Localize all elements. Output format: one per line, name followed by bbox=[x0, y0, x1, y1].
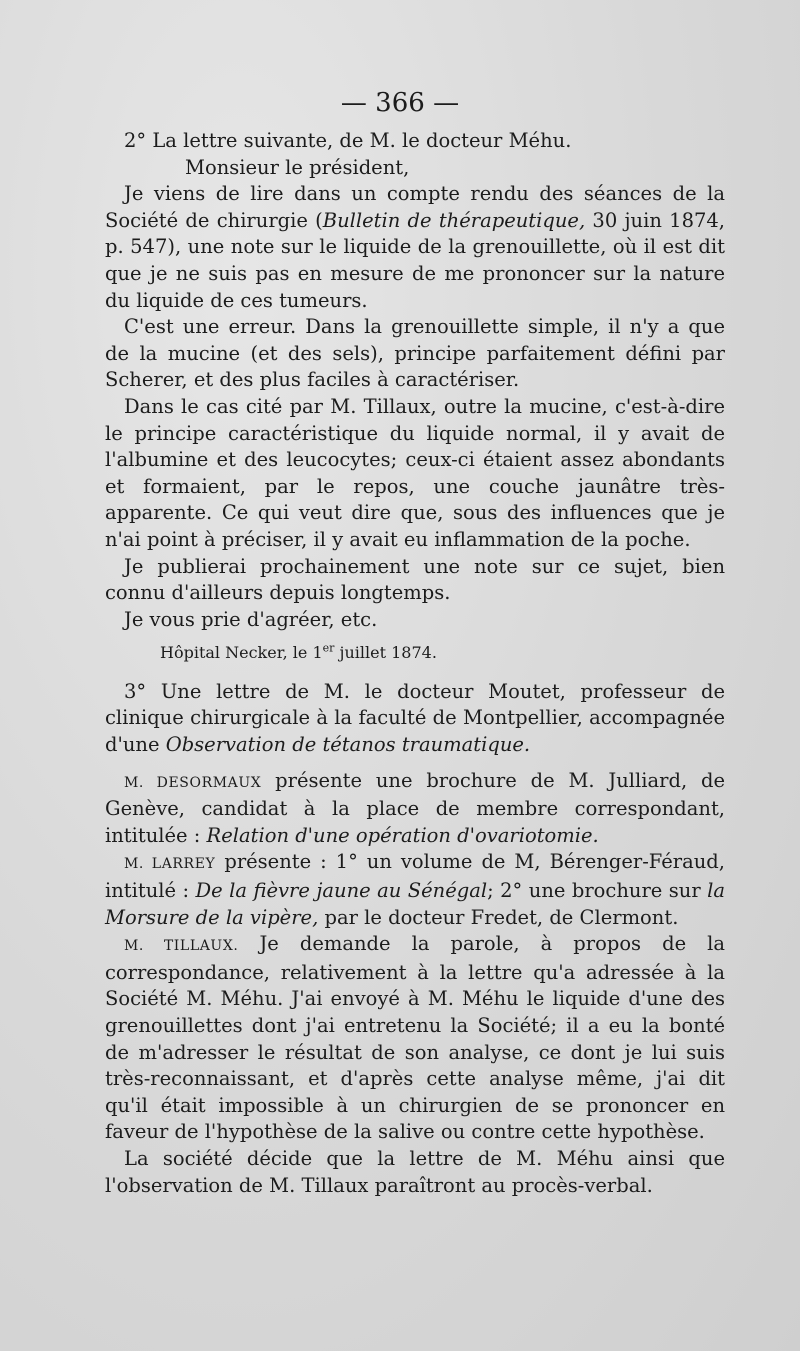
p8-italic: Relation d'une opération d'ovariotomie. bbox=[206, 823, 599, 847]
p5-text: Je publierai prochainement une note sur ce sujet, bien connu d'ailleurs depuis longtemps. bbox=[105, 554, 725, 605]
p3-text: C'est une erreur. Dans la grenouillette simple, il n'y a que de la mucine (et des sels), principe parfaitement défini par Scherer, et des plus faciles à caractériser. bbox=[105, 315, 725, 392]
letter-paragraph-3 bbox=[105, 394, 725, 554]
sig-superscript: er bbox=[322, 641, 335, 655]
decision-paragraph bbox=[105, 1146, 725, 1199]
letter-salutation bbox=[105, 155, 725, 182]
item-2-heading bbox=[105, 128, 725, 155]
speaker-name: M. TILLAUX. bbox=[124, 938, 239, 955]
sig-text-b: juillet 1874. bbox=[334, 643, 437, 663]
letter-signature-line bbox=[105, 640, 725, 667]
body-text bbox=[105, 128, 725, 1199]
p7-italic: Observation de tétanos traumatique. bbox=[165, 733, 531, 757]
p9-text-a: présente : 1° un volume de M, Bérenger-Féraud, intitulé : bbox=[105, 850, 725, 903]
speaker-name: M. LARREY bbox=[124, 856, 216, 873]
letter-paragraph-2 bbox=[105, 314, 725, 394]
p9-italic-1: De la fièvre jaune au Sénégal bbox=[195, 879, 488, 903]
p11-text: La société décide que la lettre de M. Méhu ainsi que l'observation de M. Tillaux paraîtront au procès-verbal. bbox=[105, 1146, 725, 1197]
salutation-text: Monsieur le président, bbox=[185, 155, 410, 179]
sig-text-a: Hôpital Necker, le 1 bbox=[160, 643, 323, 663]
p2-text-b: 30 juin 1874, p. 547), une note sur le liquide de la grenouillette, où il est dit que je ne suis pas en mesure de me prononcer sur la nature du liquide de ces tumeurs. bbox=[105, 208, 725, 312]
p2-text-a: Je viens de lire dans un compte rendu des séances de la Société de chirurgie ( bbox=[105, 182, 725, 232]
p9-italic-2: la Morsure de la vipère, bbox=[105, 879, 725, 929]
p7-text: 3° Une lettre de M. le docteur Moutet, professeur de clinique chirurgicale à la faculté de Montpellier, accompagnée d'une bbox=[105, 679, 725, 757]
desormaux-paragraph bbox=[105, 768, 725, 850]
tillaux-paragraph bbox=[105, 931, 725, 1146]
p9-text-c: par le docteur Fredet, de Clermont. bbox=[318, 905, 679, 929]
letter-paragraph-1 bbox=[105, 181, 725, 314]
p8-text: présente une brochure de M. Julliard, de Genève, candidat à la place de membre correspondant, intitulée : bbox=[105, 768, 726, 847]
page-number: — 366 — bbox=[340, 88, 460, 118]
letter-paragraph-4 bbox=[105, 554, 725, 607]
p9-text-b: ; 2° une brochure sur bbox=[487, 879, 708, 903]
p10-text: Je demande la parole, à propos de la correspondance, relativement à la lettre qu'a adressée à la Société M. Méhu. J'ai envoyé à M. Méhu le liquide d'une des grenouillettes dont j'ai entretenu la Société; il a eu la bonté de m'adresser le résultat de son analyse, ce dont je lui suis très-reconnaissant, et d'après cette analyse même, j'ai dit qu'il était impossible à un chirurgien de se prononcer en faveur de l'hypothèse de la salive ou contre cette hypothèse. bbox=[105, 932, 725, 1144]
speaker-name: M. DESORMAUX bbox=[124, 774, 262, 791]
larrey-paragraph bbox=[105, 849, 725, 931]
p6-text: Je vous prie d'agréer, etc. bbox=[124, 607, 378, 631]
p4-text: Dans le cas cité par M. Tillaux, outre la mucine, c'est-à-dire le principe caractéristique du liquide normal, il y avait de l'albumine et des leucocytes; ceux-ci étaient assez abondants et formaient, par le repos, une couche jaunâtre très-apparente. Ce qui veut dire que, sous des influences que je n'ai point à préciser, il y avait eu inflammation de la poche. bbox=[105, 394, 725, 551]
item-3-paragraph bbox=[105, 679, 725, 759]
p2-italic: Bulletin de thérapeutique, bbox=[322, 208, 586, 232]
letter-closing bbox=[105, 607, 725, 634]
item-2-text: 2° La lettre suivante, de M. le docteur Méhu. bbox=[124, 129, 572, 152]
